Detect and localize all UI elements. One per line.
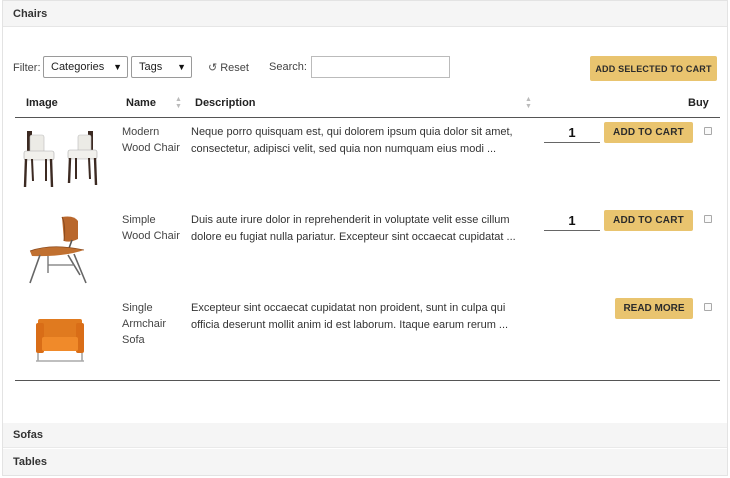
section-header-chairs[interactable]: [3, 1, 727, 27]
reset-label: Reset: [220, 61, 249, 74]
product-name[interactable]: Single Armchair Sofa: [122, 302, 167, 346]
add-to-cart-label: ADD TO CART: [613, 127, 684, 138]
reset-icon: ↺: [208, 62, 218, 74]
product-description: Duis aute irure dolor in reprehenderit in voluptate velit esse cillum dolore eu fugiat nulla pariatur. Excepteur sint occaecat cupidatat ...: [191, 214, 516, 243]
section-header-sofas[interactable]: [3, 423, 727, 448]
add-to-cart-label: ADD TO CART: [613, 215, 684, 226]
filter-label: Filter:: [13, 62, 41, 74]
column-header-image: Image: [26, 97, 58, 109]
buy-checkbox[interactable]: [704, 303, 712, 311]
column-header-name[interactable]: Name: [126, 97, 156, 109]
caret-down-icon: ▼: [177, 62, 186, 72]
buy-checkbox[interactable]: [704, 215, 712, 223]
add-selected-to-cart-button[interactable]: [590, 56, 717, 81]
tags-select-value: Tags: [139, 61, 163, 73]
modern-wood-chair-image[interactable]: [18, 125, 104, 197]
product-description: Excepteur sint occaecat cupidatat non proident, sunt in culpa qui officia deserunt mollit anim id est laborum. Itaque earum rerum ...: [191, 302, 509, 331]
sort-icon[interactable]: ▲ ▼: [175, 96, 182, 110]
search-input[interactable]: [311, 56, 450, 78]
section-title-chairs: Chairs: [13, 7, 48, 20]
product-description: Neque porro quisquam est, qui dolorem ipsum quia dolor sit amet, consectetur, adipisci velit, sed quia non numquam eius modi ...: [191, 126, 513, 155]
section-title-tables: Tables: [13, 456, 48, 468]
simple-wood-chair-image[interactable]: [18, 213, 104, 285]
add-selected-label: ADD SELECTED TO CART: [595, 63, 712, 74]
table-row: [15, 207, 720, 295]
product-table-page: [2, 0, 728, 476]
categories-select[interactable]: [43, 56, 128, 78]
quantity-input[interactable]: 1: [544, 123, 600, 143]
table-toolbar: [13, 55, 719, 81]
sort-icon[interactable]: ▲ ▼: [525, 96, 532, 110]
single-armchair-sofa-image[interactable]: [18, 301, 104, 373]
search-label: Search:: [269, 61, 307, 73]
product-name[interactable]: Modern Wood Chair: [122, 126, 180, 154]
table-bottom-border: [15, 380, 720, 381]
read-more-button[interactable]: [615, 298, 693, 319]
caret-down-icon: ▼: [113, 62, 122, 72]
table-row: [15, 119, 720, 207]
product-name[interactable]: Simple Wood Chair: [122, 214, 180, 242]
read-more-label: READ MORE: [623, 303, 685, 314]
add-to-cart-button[interactable]: [604, 210, 693, 231]
add-to-cart-button[interactable]: [604, 122, 693, 143]
table-row: [15, 295, 720, 383]
column-header-buy: Buy: [688, 97, 709, 109]
categories-select-value: Categories: [51, 61, 105, 73]
column-header-description[interactable]: Description: [195, 97, 256, 109]
buy-checkbox[interactable]: [704, 127, 712, 135]
table-header: [15, 91, 720, 118]
section-title-sofas: Sofas: [13, 429, 43, 441]
tags-select[interactable]: [131, 56, 192, 78]
reset-button[interactable]: [208, 61, 249, 74]
section-header-tables[interactable]: [3, 449, 727, 475]
quantity-input[interactable]: 1: [544, 211, 600, 231]
